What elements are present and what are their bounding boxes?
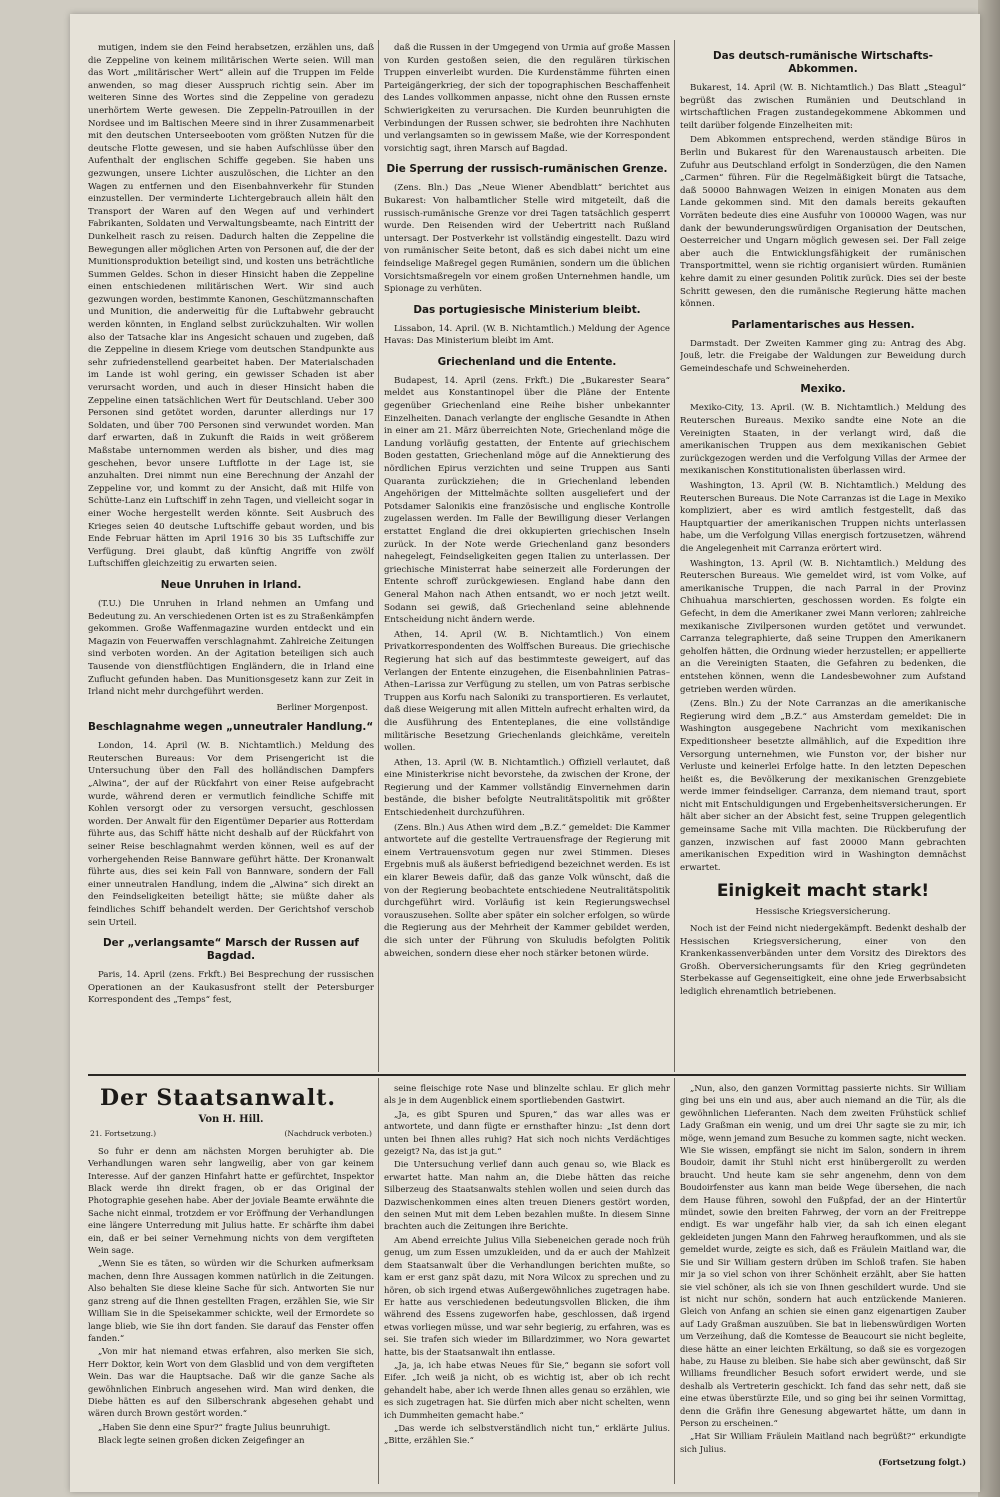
- article-subtitle: Hessische Kriegsversicherung.: [755, 907, 891, 918]
- article-headline: Mexiko.: [800, 383, 846, 396]
- novel-meta: [90, 1128, 372, 1140]
- novel-author: Von H. Hill.: [198, 1114, 264, 1125]
- article-paragraph: Noch ist der Feind nicht niedergekämpft. Bedenkt deshalb der Hessischen Kriegsversicherung, einer von den Krankenkassenverbänden unter dem Vorsitz des Direktors des Großh. Oberversicherungsamts für den Krieg gegründeten Sterbekasse auf Gegenseitigkeit, eine ohne jede Erwerbsabsicht lediglich ehrenamtlich betriebenen.: [680, 924, 966, 997]
- binding-edge: [978, 0, 1000, 1497]
- reprint-notice: (Nachdruck verboten.): [284, 1129, 372, 1139]
- article-headline: Das deutsch-rumänische Wirtschafts-Abkommen.: [713, 50, 933, 75]
- novel-paragraph: „Nun, also, den ganzen Vormittag passierte nichts. Sir William ging bei uns ein und aus, aber auch niemand an die Tür, als die gewöhnlichen Lieferanten. Nach dem zweiten Frühstück schlief Lady Graßman ein wenig, und um drei Uhr sagte sie zu mir, ich möge, wenn jemand zum Besuche zu kommen sagte, nicht wecken. Wie Sie wissen, empfängt sie nicht im Salon, sondern in ihrem Boudoir, damit ihr Stuhl nicht erst hinübergerollt zu werden braucht. Und heute kam sie sehr angenehm, denn von dem Boudoirfenster aus kann man beide Wege übersehen, die nach dem Hause führen, sowohl den Fußpfad, der an der Hintertür mündet, sowie den breiten Fahrweg, der vorn an der Freitreppe endigt. Es war ungefähr halb vier, da sah ich einen elegant gekleideten jungen Mann den Fahrweg heraufkommen, und als sie gemeldet wurde, zeigte es sich, daß es Fräulein Maitland war, die Sie und Sir William gestern drüben im Schloß trafen. Sie haben mir ja so viel schon von ihrer Schönheit erzählt, aber Sie hatten sie viel schöner, als ich sie von Ihnen geschildert wurde. Und sie ist nicht nur schön, sondern hat auch entzückende Manieren. Gleich von Anfang an schien sie einen ganz eigenartigen Zauber auf Lady Graßman auszuüben. Sie bat in liebenswürdigen Worten um Verzeihung, daß die Komtesse de Beaucourt sie nicht begleite, diese hätte an einer leichten Erkältung, so daß sie es vorgezogen habe, zu Hause zu bleiben. Sie habe sich aber gewünscht, daß Sir Williams freundlicher Besuch sofort erwidert werde, und sie deshalb als Vertreterin geschickt. Ich fand das sehr nett, daß sie eine etwas überstürzte Eile, und so ging bei ihr seinen Vormittag, denn die Gräfin ihre Genesung abgewartet hätte, um dann in Person zu erscheinen.“: [680, 1083, 966, 1428]
- column-rule: [674, 1078, 675, 1484]
- novel-paragraph: „Von mir hat niemand etwas erfahren, also merken Sie sich, Herr Doktor, kein Wort von dem Glasblid und von dem vergifteten Wein. Das war die Hauptsache. Daß wir die ganze Sache als gewöhnlichen Einbruch angesehen wird. Man wird denken, die Diebe hätten es auf den Silberschrank abgesehen gehabt und wären durch Brown gestört worden.“: [88, 1346, 374, 1419]
- article-paragraph: Lissabon, 14. April. (W. B. Nichtamtlich.) Meldung der Agence Havas: Das Ministerium bleibt im Amt.: [384, 323, 670, 347]
- article-paragraph: daß die Russen in der Umgegend von Urmia auf große Massen von Kurden gestoßen seien, die den regulären türkischen Truppen einverleibt wurden. Die Kurdenstämme führten einen Parteigängerkrieg, der sich der topographischen Beschaffenheit des Landes vollkommen anpasse, nicht ohne den Russen ernste Schwierigkeiten zu verursachen. Die Kurden beunruhigten die Verbindungen der Russen schwer, sie bedrohten ihre Nachhuten und verlangsamten so in gewissem Maße, wie der Korrespondent vorsichtig sagt, ihren Marsch auf Bagdad.: [384, 43, 670, 154]
- article-paragraph: London, 14. April (W. B. Nichtamtlich.) Meldung des Reuterschen Bureaus: Vor dem Prisengericht ist die Untersuchung über den Fall des holländischen Dampfers „Alwina“, der auf der Rückfahrt von einer Reise aufgebracht wurde, während deren er vermutlich feindliche Schiffe mit Kohlen versorgt oder zu versorgen versucht, geschlossen worden. Der Anwalt für den Eigentümer Deparier aus Rotterdam führte aus, das Schiff hätte nicht deshalb auf der Rückfahrt von seiner Reise beschlagnahmt werden können, weil es auf der vorhergehenden Reise Bannware geführt hätte. Der Kronanwalt führte aus, dies sei kein Fall von Bannware, sondern der Fall einer unneutralen Handlung, indem die „Alwina“ sich direkt an den Feindseligkeiten beteiligt hätte; sie müßte daher als feindliches Schiff behandelt werden. Der Gerichtshof verschob sein Urteil.: [88, 741, 374, 928]
- article-paragraph: (T.U.) Die Unruhen in Irland nehmen an Umfang und Bedeutung zu. An verschiedenen Orten ist es zu Straßenkämpfen gekommen. Große Waffenmagazine wurden entdeckt und ein Magazin von Feuerwaffen verschlagnahmt. Zahlreiche Zeitungen sind verboten worden. An der Agitation beteiligen sich auch Tausende von dienstflüchtigen Engländern, die in Irland eine Zuflucht gefunden haben. Das Munitionsgesetz kann zur Zeit in Irland nicht mehr durchgeführt werden.: [88, 598, 374, 698]
- article-paragraph: Paris, 14. April (zens. Frkft.) Bei Besprechung der russischen Operationen an der Kaukasusfront stellt der Petersburger Korrespondent des „Temps“ fest,: [88, 970, 374, 1006]
- novel-column-1: [88, 1082, 374, 1482]
- article-paragraph: Athen, 14. April (W. B. Nichtamtlich.) Von einem Privatkorrespondenten des Wolffschen Bureaus. Die griechische Regierung hat sich auf das bestimmteste geweigert, auf das Verlangen der Entente einzugehen, die Eisenbahnlinien Patras–Athen–Larissa zur Verfügung zu stellen, um von Patras serbische Truppen aus Korfu nach Saloniki zu transportieren. Es verlautet, daß diese Weigerung mit allen Mitteln aufrecht erhalten wird, da die Ausführung des Ententeplanes, die eine vollständige militärische Besetzung Griechenlands gleichkäme, vereiteln wollen.: [384, 629, 670, 754]
- article-paragraph: Budapest, 14. April (zens. Frkft.) Die „Bukarester Seara“ meldet aus Konstantinopel über die Pläne der Entente gegenüber Griechenland eine Reihe bisher unbekannter Einzelheiten. Danach verlangte der englische Gesandte in Athen in einer am 21. März überreichten Note, Griechenland möge die Landung vorläufig gestatten, der Entente auf griechischem Boden gestatten, Griechenland möge auf die Annektierung des nördlichen Epirus verzichten und seine Truppen aus Santi Quaranta zurückziehen; die in Griechenland lebenden Angehörigen der Mittelmächte sollten ausgeliefert und der Potsdamer Salonikis eine französische und englische Kontrolle zugelassen werden. Im Falle der Bewilligung dieser Verlangen erstattet England die drei okkupierten griechischen Inseln zurück. In der Note werde Griechenland ganz besonders nahegelegt, Feindseligkeiten gegen Italien zu unterlassen. Der griechische Ministerrat habe seinerzeit alle Forderungen der Entente schroff zurückgewiesen. England habe dann den General Mahon nach Athen entsandt, wo er noch jetzt weilt. Sodann sei gewiß, daß Griechenland seine ablehnende Entscheidung nicht ändern werde.: [384, 375, 670, 626]
- article-paragraph: Athen, 13. April (W. B. Nichtamtlich.) Offiziell verlautet, daß eine Ministerkrise nicht bevorstehe, da zwischen der Krone, der Regierung und der Kammer vollständig Einvernehmen darin bestände, die bisher befolgte Neutralitätspolitik mit größter Entschiedenheit durchzuführen.: [384, 757, 670, 819]
- news-column-2: [384, 42, 670, 1072]
- article-headline: Griechenland und die Entente.: [437, 355, 617, 368]
- article-headline: Der „verlangsamte“ Marsch der Russen auf Bagdad.: [103, 937, 359, 963]
- novel-text: [88, 1145, 374, 1447]
- continuation-note: (Fortsetzung folgt.): [878, 1457, 966, 1468]
- news-column-1: [88, 42, 374, 1072]
- article-headline: Die Sperrung der russisch-rumänischen Grenze.: [386, 163, 668, 176]
- news-column-3: [680, 42, 966, 1072]
- column-rule: [378, 1078, 379, 1484]
- article-paragraph: (Zens. Bln.) Zu der Note Carranzas an die amerikanische Regierung wird dem „B.Z.“ aus Amsterdam gemeldet: Die in Washington ausgegebene Nachricht vom mexikanischen Expeditionsheer besetzte allmählich, auf die Expedition ihre Versorgung unternehmen, wie Funston vor, der bisher nur Verluste und keinerlei Erfolge hatte. In den letzten Depeschen heißt es, die Bevölkerung der mexikanischen Grenzgebiete werde immer feindseliger. Carranza, dem niemand traut, sport nicht mit Entschuldigungen und Ergebenheitsversicherungen. Er hält aber sicher an der Absicht fest, seine Truppen gelegentlich gemeinsame Sache mit Villa machten. Die Rückberufung der ganzen, inzwischen auf fast 20000 Mann gebrachten amerikanischen Expedition wird in Washington demnächst erwartet.: [680, 699, 966, 873]
- novel-paragraph: So fuhr er denn am nächsten Morgen beruhigter ab. Die Verhandlungen waren sehr langweilig, aber von gar keinem Interesse. Auf der ganzen Hinfahrt hatte er gefürchtet, Inspektor Black werde ihn direkt fragen, ob er das Original der Photographie gesehen habe. Aber der joviale Beamte erwähnte die Sache nicht einmal, trotzdem er vor Eröffnung der Verhandlungen eine längere Unterredung mit Julius hatte. Er schärfte ihm dabei ein, daß er bei seiner Vernehmung nichts von dem vergifteten Wein sage.: [88, 1145, 374, 1256]
- column-rule: [378, 40, 379, 1072]
- newspaper-page: [70, 14, 980, 1492]
- novel-paragraph: Black legte seinen großen dicken Zeigefinger an: [98, 1435, 305, 1446]
- novel-paragraph: „Ja, es gibt Spuren und Spuren,“ das war alles was er antwortete, und dann fügte er ernsthafter hinzu: „Ist denn dort unten bei Ihnen alles ruhig? Hat sich noch nichts Verdächtiges gezeigt? Na, das ist ja gut.“: [384, 1108, 670, 1157]
- novel-text: [680, 1082, 966, 1455]
- article-paragraph: Bukarest, 14. April (W. B. Nichtamtlich.) Das Blatt „Steagul“ begrüßt das zwischen Rumänien und Deutschland in wirtschaftlichen Fragen zustandegekommene Abkommen und teilt darüber folgende Einzelheiten mit:: [680, 83, 966, 131]
- article-headline: Beschlagnahme wegen „unneutraler Handlung.“: [88, 721, 374, 734]
- article-headline: Neue Unruhen in Irland.: [160, 578, 302, 591]
- article-paragraph: Darmstadt. Der Zweiten Kammer ging zu: Antrag des Abg. Jouß, letr. die Freigabe der Waldungen zur Beweidung durch Gemeindeschafe und Schweineherden.: [680, 338, 966, 374]
- article-paragraph: Mexiko-City, 13. April. (W. B. Nichtamtlich.) Meldung des Reuterschen Bureaus. Mexiko sandte eine Note an die Vereinigten Staaten, in der verlangt wird, daß die amerikanischen Truppen aus dem mexikanischen Gebiet zurückgezogen werden und die Verfolgung Villas der Armee der mexikanischen Konstitutionalisten überlassen wird.: [680, 403, 966, 477]
- novel-paragraph: „Wenn Sie es täten, so würden wir die Schurken aufmerksam machen, denn Ihre Aussagen kommen natürlich in die Zeitungen. Also behalten Sie diese kleine Sache für sich. Antworten Sie nur ganz streng auf die Ihnen gestellten Fragen, erzählen Sie, wie Sir William Sie in die Speisekammer schickte, weil der Ermordete so lange blieb, wie Sie ihn dort fanden. Sie darauf das Fenster offen fanden.“: [88, 1258, 374, 1343]
- article-paragraph: Dem Abkommen entsprechend, werden ständige Büros in Berlin und Bukarest für den Warenaustausch arbeiten. Die Zufuhr aus Deutschland erfolgt in Sonderzügen, die den Namen „Carmen“ führen. Für die Regelmäßigkeit bürgt die Tatsache, daß 50000 Bahnwagen Weizen in einigen Monaten aus dem Lande gekommen sind. Mit den damals bereits gekauften Vorräten bedeute dies eine Ausfuhr von 100000 Wagen, was nur dank der bewunderungswürdigen Organisation der Deutschen, Oesterreicher und Ungarn möglich gewesen sei. Der Fall zeige aber auch die Entwicklungsfähigkeit der rumänischen Transportmittel, wenn sie richtig organisiert würden. Rumänien kehre damit zu einer gesunden Politik zurück. Dies sei der beste Schritt gewesen, den die rumänische Regierung hätte machen können.: [680, 135, 966, 310]
- article-paragraph: Washington, 13. April (W. B. Nichtamtlich.) Meldung des Reuterschen Bureaus. Die Note Carranzas ist die Lage in Mexiko kompliziert, aber es wird amtlich festgestellt, daß das Hauptquartier der amerikanischen Truppen nichts unterlassen habe, um die Verfolgung Villas energisch fortzusetzen, während die Angelegenheit mit Carranza erörtert wird.: [680, 481, 966, 554]
- novel-paragraph: seine fleischige rote Nase und blinzelte schlau. Er glich mehr als je in dem Augenblick einem sportliebenden Gastwirt.: [384, 1083, 670, 1106]
- novel-paragraph: Am Abend erreichte Julius Villa Siebeneichen gerade noch früh genug, um zum Essen umzukleiden, und da er auch der Mahlzeit dem Staatsanwalt über die Verhandlungen berichten mußte, so kam er erst ganz spät dazu, mit Nora Wilcox zu sprechen und zu hören, ob sich irgend etwas Außergewöhnliches zugetragen habe. Er hatte aus verschiedenen bedeutungsvollen Blicken, die ihm während des Essens zugeworfen habe, geschlossen, daß irgend etwas vorliegen müsse, und war sehr begierig, zu erfahren, was es sei. Sie trafen sich wieder im Billardzimmer, wo Nora gewartet hatte, bis der Staatsanwalt ihn entlasse.: [384, 1234, 670, 1357]
- article-paragraph: Washington, 13. April (W. B. Nichtamtlich.) Meldung des Reuterschen Bureaus. Wie gemeldet wird, ist vom Volke, auf amerikanische Truppen, die nach Parral in der Provinz Chihuahua marschierten, geschossen worden. Es folgte ein Gefecht, in dem die Amerikaner zwei Mann verloren; zahlreiche mexikanische Zivilpersonen wurden getötet und verwundet. Carranza telegraphierte, daß seine Truppen den Amerikanern geholfen hätten, die Ordnung wieder herzustellen; er appellierte an die Vereinigten Staaten, die Gefahren zu bedenken, die entstehen können, wenn die Landesbewohner zum Aufstand getrieben werden würden.: [680, 558, 966, 695]
- column-rule: [674, 40, 675, 1072]
- article-source: Berliner Morgenpost.: [276, 701, 368, 712]
- article-paragraph: (Zens. Bln.) Aus Athen wird dem „B.Z.“ gemeldet: Die Kammer antwortete auf die gestellte Vertrauensfrage der Regierung mit einem Vertrauensvotum gegen nur zwei Stimmen. Dieses Ergebnis muß als äußerst befriedigend bezeichnet werden. Es ist ein klarer Beweis dafür, daß das ganze Volk wünscht, daß die von der Regierung beobachtete entschiedene Neutralitätspolitik durchgeführt wird. Vorläufig ist kein Regierungswechsel vorauszusehen. Sollte aber später ein solcher erfolgen, so würde die Regierung aus der Mehrheit der Kammer gebildet werden, die sich unter der Führung von Skuludis befolgten Politik abweichen, sondern diese eher noch stärker betonen würde.: [384, 822, 670, 959]
- article-paragraph: (Zens. Bln.) Das „Neue Wiener Abendblatt“ berichtet aus Bukarest: Von halbamtlicher Stelle wird mitgeteilt, daß die russisch-rumänische Grenze vor drei Tagen tatsächlich gesperrt wurde. Den Reisenden wird der Uebertritt nach Rußland untersagt. Der Postverkehr ist vollständig eingestellt. Dazu wird von rumänischer Seite betont, daß es sich dabei nicht um eine feindselige Maßregel gegen Rumänien, sondern um die üblichen Vorsichtsmaßregeln vor einem großen Unternehmen handle, um Spionage zu verhüten.: [384, 183, 670, 295]
- feuilleton-rule: [88, 1074, 966, 1076]
- novel-paragraph: Die Untersuchung verlief dann auch genau so, wie Black es erwartet hatte. Man nahm an, die Diebe hätten das reiche Silberzeug des Staatsanwalts stehlen wollen und seien durch das Dazwischenkommen eines alten treuen Dieners gestört worden, den seinen Mut mit dem Leben bezahlen mußte. In diesem Sinne brachten auch die Zeitungen ihre Berichte.: [384, 1159, 670, 1232]
- novel-paragraph: „Hat Sir William Fräulein Maitland nach begrüßt?“ erkundigte sich Julius.: [680, 1431, 966, 1454]
- novel-column-3: [680, 1082, 966, 1482]
- novel-column-2: [384, 1082, 670, 1482]
- novel-title: Der Staatsanwalt.: [100, 1085, 337, 1111]
- article-headline: Parlamentarisches aus Hessen.: [731, 318, 915, 331]
- installment-label: 21. Fortsetzung.): [90, 1129, 157, 1139]
- article-headline: Einigkeit macht stark!: [716, 881, 930, 902]
- novel-paragraph: „Das werde ich selbstverständlich nicht tun,“ erklärte Julius. „Bitte, erzählen Sie.“: [384, 1422, 670, 1446]
- article-headline: Das portugiesische Ministerium bleibt.: [413, 303, 641, 316]
- novel-paragraph: „Ja, ja, ich habe etwas Neues für Sie,“ begann sie sofort voll Eifer. „Ich weiß ja nicht, ob es wichtig ist, aber ob ich recht gehandelt habe, aber ich werde Ihnen alles genau so erzählen, wie es sich zugetragen hat. Sie dürfen mich aber nicht schelten, wenn ich Dummheiten gemacht habe.“: [384, 1359, 670, 1420]
- novel-paragraph: „Haben Sie denn eine Spur?“ fragte Julius beunruhigt.: [98, 1421, 331, 1432]
- article-paragraph: mutigen, indem sie den Feind herabsetzen, erzählen uns, daß die Zeppeline von keinem militärischen Werte seien. Will man das Wort „militärischer Wert“ allein auf die Truppen im Felde anwenden, so mag dieser Ausspruch richtig sein. Aber im weiteren Sinne des Wortes sind die Zeppeline von geradezu unerhörtem Werte gewesen. Die Zeppelin-Patrouillen in der Nordsee und im Baltischen Meere sind in ihrer Zusammenarbeit mit den deutschen Unterseebooten vom größten Nutzen für die deutsche Flotte gewesen, und sie haben Aufschlüsse über den Aufenthalt der englischen Schiffe gegeben. Sie haben uns gezwungen, unsere Lichter auszulöschen, die Lichter an den Wagen zu entfernen und den Eisenbahnverkehr für Stunden einzustellen. Der verminderte Lichtergebrauch allein hält den Transport der Waren auf den Wegen auf und verhindert Fabrikanten, Soldaten und Verwaltungsbeamte, nach Eintritt der Dunkelheit rasch zu reisen. Dadurch halten die Zeppeline die Bewegungen aller möglichen Arten von Personen auf, die der der Munitionsproduktion beteiligt sind, und kosten uns beträchtliche Summen Geldes. Schon in dieser Hinsicht haben die Zeppeline einen entschiedenen militärischen Wert. Wir sind auch gezwungen worden, bestimmte Kanonen, Geschützmannschaften und Munition, die anderweitig für die Luftabwehr gebraucht werden könnten, in England selbst zurückzuhalten. Wir wollen also der Tatsache klar ins Angesicht schauen und zugeben, daß die Zeppeline in diesem Kriege vom deutschen Standpunkte aus sehr zufriedenstellend gearbeitet haben. Der Materialschaden im Lande ist wohl gering, ein gewisser Schaden ist aber verursacht worden, und auch in dieser Hinsicht haben die Zeppeline einen tatsächlichen Wert für Deutschland. Ueber 300 Personen sind getötet worden, darunter allerdings nur 17 Soldaten, und über 700 Personen sind verwundet worden. Man darf erwarten, daß in Zukunft die Raids in weit größerem Maßstabe unternommen werden als bisher, und dies mag geschehen, bevor unsere Luftflotte in der Lage ist, sie anzuhalten. Drei nimmt nun eine Berechnung der Anzahl der Zeppeline vor, und kommt zu der Ansicht, daß mit Hilfe von Schütte-Lanz ein Luftschiff in zehn Tagen, und vielleicht sogar in einer Woche hergestellt werden könnte. Seit Ausbruch des Krieges seien 40 deutsche Luftschiffe gebaut worden, und bis Ende Februar hätten im April 1916 30 bis 35 Luftschiffe zur Verfügung. Drei glaubt, daß künftig Angriffe von zwölf Luftschiffen gleichzeitig zu erwarten seien.: [88, 43, 374, 570]
